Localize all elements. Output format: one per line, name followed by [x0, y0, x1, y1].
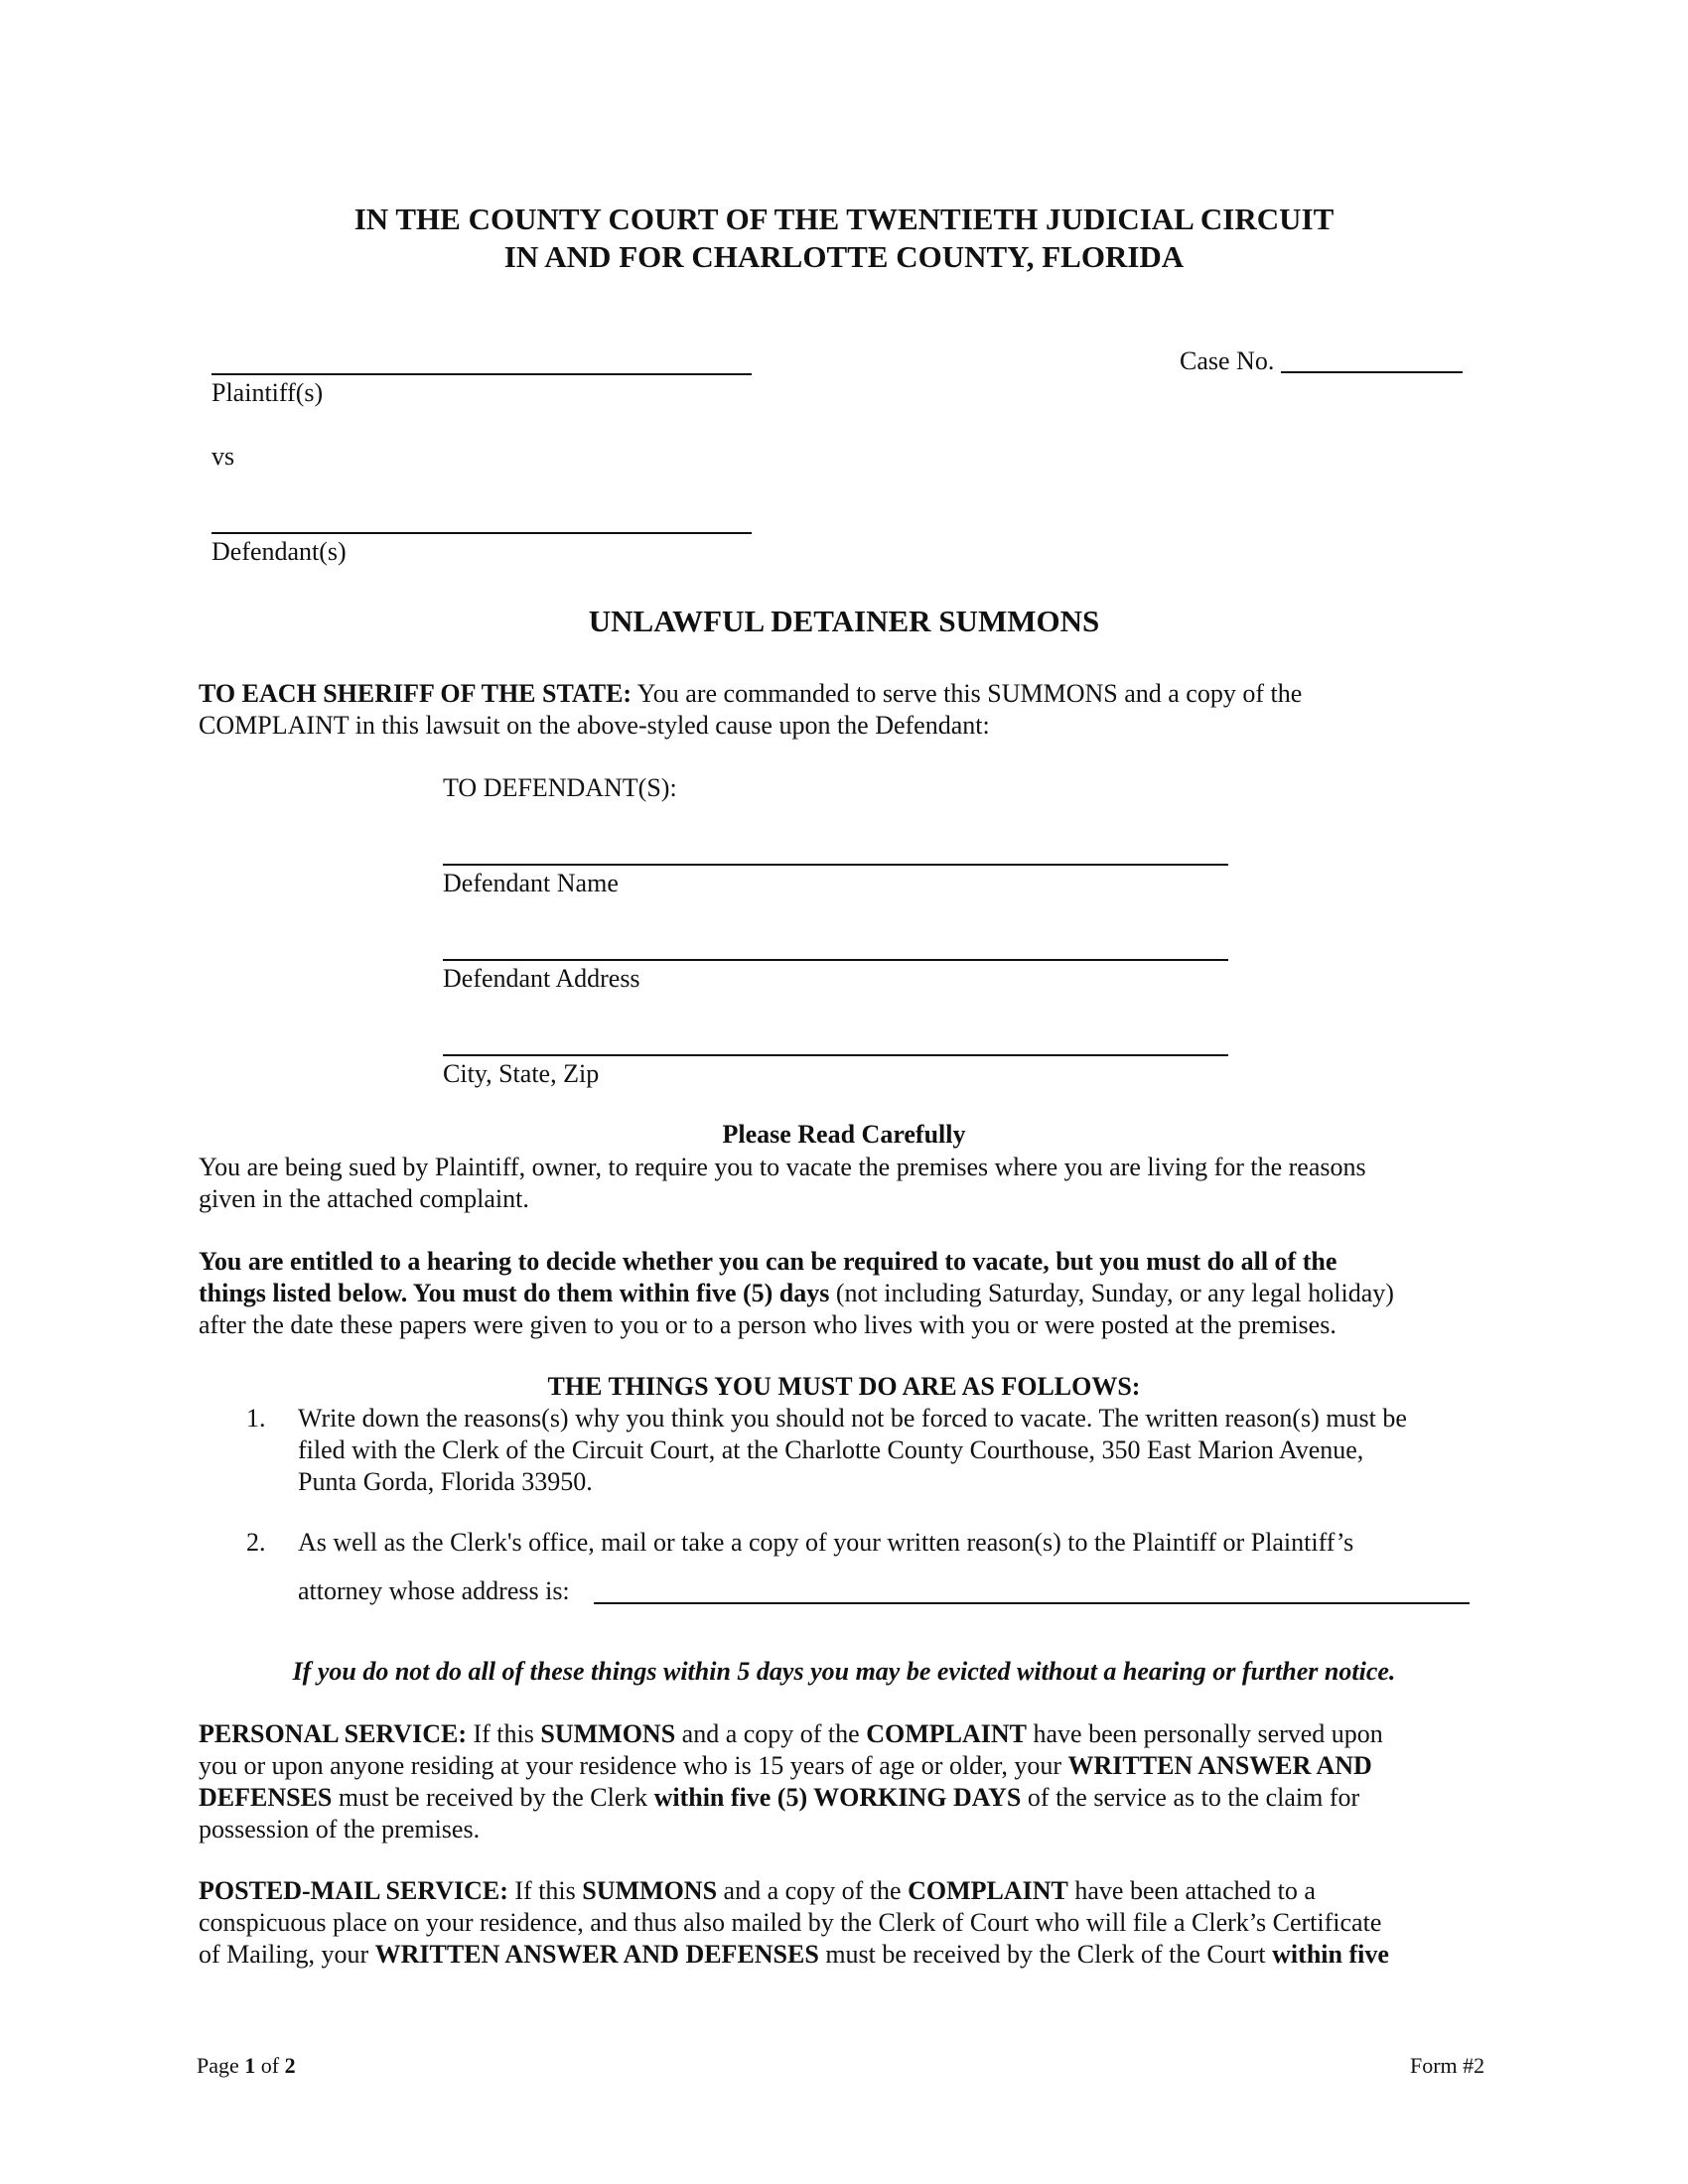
sheriff-paragraph: [199, 678, 1484, 742]
page-current: 1: [244, 2053, 256, 2078]
list-item-line: As well as the Clerk's office, mail or take a copy of your written reason(s) to the Plaintiff or Plaintiff’s: [298, 1528, 1354, 1557]
things-heading: THE THINGS YOU MUST DO ARE AS FOLLOWS:: [547, 1372, 1141, 1401]
entitled-bold1: You are entitled to a hearing to decide whether you can be required to vacate, but you must do all of the: [199, 1247, 1337, 1276]
ps-text: of the service as to the claim for: [1021, 1783, 1360, 1812]
sheriff-text-1: You are commanded to serve this SUMMONS and a copy of the: [632, 679, 1303, 708]
entitled-bold2: things listed below. You must do them within five (5) days: [199, 1279, 830, 1307]
read-carefully-line1: You are being sued by Plaintiff, owner, to require you to vacate the premises where you are living for the reasons: [199, 1153, 1366, 1181]
entitled-line3: after the date these papers were given to you or to a person who lives with you or were posted at the premises.: [199, 1310, 1336, 1339]
ps-bold: SUMMONS: [540, 1719, 676, 1748]
ps-text: have been personally served upon: [1026, 1719, 1383, 1748]
pm-bold: within five: [1272, 1940, 1389, 1969]
ps-bold: within five (5) WORKING DAYS: [653, 1783, 1022, 1812]
page-number: [197, 2053, 296, 2079]
ps-bold: DEFENSES: [199, 1783, 333, 1812]
city-state-zip-line[interactable]: [443, 1054, 1228, 1056]
court-header-line2: IN AND FOR CHARLOTTE COUNTY, FLORIDA: [503, 239, 1185, 274]
list-item-line: filed with the Clerk of the Circuit Court, at the Charlotte County Courthouse, 350 East Marion Avenue,: [298, 1435, 1364, 1464]
case-no-line[interactable]: [1281, 371, 1463, 373]
ps-text: you or upon anyone residing at your residence who is 15 years of age or older, your: [199, 1751, 1068, 1780]
list-item-line: Punta Gorda, Florida 33950.: [298, 1467, 593, 1496]
document-title: UNLAWFUL DETAINER SUMMONS: [588, 604, 1100, 638]
defendant-address-line[interactable]: [443, 959, 1228, 961]
court-header-line1: IN THE COUNTY COURT OF THE TWENTIETH JUDICIAL CIRCUIT: [353, 202, 1335, 236]
plaintiff-line[interactable]: [211, 373, 752, 375]
case-no-label: Case No.: [1180, 346, 1275, 375]
personal-service-paragraph: [199, 1718, 1484, 1845]
ps-bold: COMPLAINT: [866, 1719, 1027, 1748]
page-total: 2: [284, 2053, 296, 2078]
list-item: [246, 1403, 1487, 1498]
list-item: [246, 1527, 1487, 1559]
posted-mail-paragraph: [199, 1875, 1484, 1971]
defendant-line[interactable]: [211, 532, 752, 534]
posted-mail-lead: POSTED-MAIL SERVICE:: [199, 1876, 508, 1905]
pm-text: have been attached to a: [1067, 1876, 1316, 1905]
warning-text: If you do not do all of these things within 5 days you may be evicted without a hearing or further notice.: [292, 1657, 1396, 1686]
sheriff-lead: TO EACH SHERIFF OF THE STATE:: [199, 679, 633, 708]
plaintiff-label: Plaintiff(s): [211, 378, 324, 407]
pm-text: and a copy of the: [717, 1876, 909, 1905]
ps-text: If this: [466, 1719, 541, 1748]
pm-text: must be received by the Clerk of the Court: [818, 1940, 1273, 1969]
entitled-normal2: (not including Saturday, Sunday, or any legal holiday): [829, 1279, 1394, 1307]
page-of: of: [255, 2053, 285, 2078]
defendant-address-label: Defendant Address: [443, 964, 640, 993]
read-carefully-line2: given in the attached complaint.: [199, 1184, 529, 1213]
defendant-name-label: Defendant Name: [443, 869, 619, 897]
pm-text: If this: [507, 1876, 583, 1905]
pm-text: of Mailing, your: [199, 1940, 375, 1969]
pm-bold: WRITTEN ANSWER AND DEFENSES: [374, 1940, 819, 1969]
ps-text: possession of the premises.: [199, 1815, 481, 1843]
defendant-name-line[interactable]: [443, 864, 1228, 866]
defendant-label: Defendant(s): [211, 537, 347, 566]
attorney-address-line[interactable]: [594, 1602, 1470, 1604]
entitled-paragraph: [199, 1246, 1484, 1341]
read-carefully-heading: Please Read Carefully: [722, 1120, 966, 1149]
list-item-number: 2.: [246, 1528, 266, 1557]
ps-bold: WRITTEN ANSWER AND: [1067, 1751, 1372, 1780]
attorney-address-label: attorney whose address is:: [298, 1576, 570, 1605]
pm-text: conspicuous place on your residence, and thus also mailed by the Clerk of Court who will file a Clerk’s Certificate: [199, 1908, 1382, 1937]
list-item-number: 1.: [246, 1404, 266, 1433]
to-defendants-label: TO DEFENDANT(S):: [443, 773, 677, 802]
list-item-line: Write down the reasons(s) why you think you should not be forced to vacate. The written reason(s) must be: [298, 1404, 1407, 1433]
vs-label: vs: [211, 442, 235, 471]
ps-text: and a copy of the: [675, 1719, 867, 1748]
sheriff-text-2: COMPLAINT in this lawsuit on the above-styled cause upon the Defendant:: [199, 711, 990, 740]
pm-bold: COMPLAINT: [908, 1876, 1068, 1905]
pm-bold: SUMMONS: [582, 1876, 718, 1905]
page-prefix: Page: [197, 2053, 245, 2078]
city-state-zip-label: City, State, Zip: [443, 1059, 600, 1088]
personal-service-lead: PERSONAL SERVICE:: [199, 1719, 467, 1748]
form-number: Form #2: [1410, 2053, 1485, 2078]
ps-text: must be received by the Clerk: [332, 1783, 654, 1812]
read-carefully-paragraph: [199, 1152, 1484, 1215]
